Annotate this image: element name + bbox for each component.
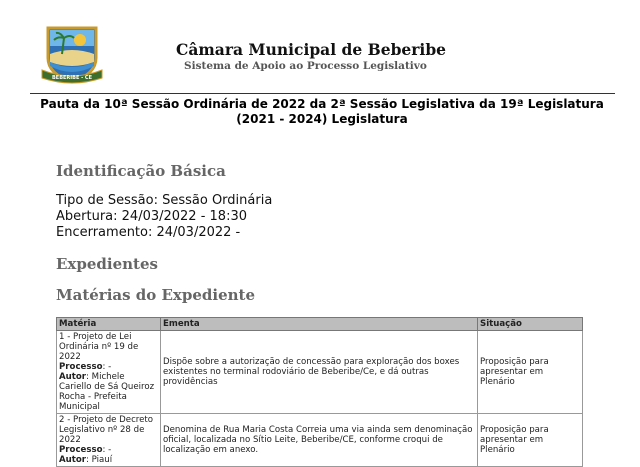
page-title: Câmara Municipal de Beberibe [176,40,447,59]
processo-label: Processo [59,362,103,372]
pauta-line-2: (2021 - 2024) Legislatura [236,112,408,126]
expedientes-heading: Expedientes [56,255,158,273]
materias-heading: Matérias do Expediente [56,286,256,304]
page-header [0,0,640,92]
column-header-materia: Matéria [57,318,161,331]
table-header-row [57,318,583,331]
pauta-line-1: Pauta da 10ª Sessão Ordinária de 2022 da 2ª Sessão Legislativa da 19ª Legislatura [40,97,604,111]
pauta-title [24,97,620,127]
encerramento: Encerramento: 24/03/2022 - [56,225,241,240]
materia-cell [57,331,161,414]
abertura: Abertura: 24/03/2022 - 18:30 [56,209,247,224]
situacao-cell: Proposição para apresentar em Plenário [478,331,583,414]
autor-label: Autor [59,372,87,382]
page-subtitle: Sistema de Apoio ao Processo Legislativo [184,60,427,72]
column-header-ementa: Ementa [161,318,478,331]
table-row [57,414,583,467]
table-row [57,331,583,414]
materias-table [56,317,583,467]
svg-text:BEBERIBE - CE: BEBERIBE - CE [51,75,93,81]
header-divider [30,93,615,94]
processo-value: : - [102,362,112,372]
materia-link[interactable]: 2 - Projeto de Decreto Legislativo nº 28 de 2022 [59,415,154,445]
autor-value: : Piauí [86,455,113,465]
autor-label: Autor [59,455,87,465]
column-header-situacao: Situação [478,318,583,331]
materia-link[interactable]: 1 - Projeto de Lei Ordinária nº 19 de 2022 [59,332,139,362]
materia-cell [57,414,161,467]
processo-label: Processo [59,445,103,455]
ementa-cell: Dispõe sobre a autorização de concessão para exploração dos boxes existentes no terminal rodoviário de Beberibe/Ce, e dá outras providências [161,331,478,414]
identificacao-heading: Identificação Básica [56,162,226,180]
tipo-sessao: Tipo de Sessão: Sessão Ordinária [56,193,273,208]
situacao-cell: Proposição para apresentar em Plenário [478,414,583,467]
autor-value: : Michele Cariello de Sá Queiroz Rocha - Prefeita Municipal [59,372,155,412]
ementa-cell: Denomina de Rua Maria Costa Correia uma via ainda sem denominação oficial, localizada no Sítio Leite, Beberibe/CE, conforme croqui de localização em anexo. [161,414,478,467]
coat-of-arms-logo [40,24,104,86]
processo-value: : - [102,445,112,455]
